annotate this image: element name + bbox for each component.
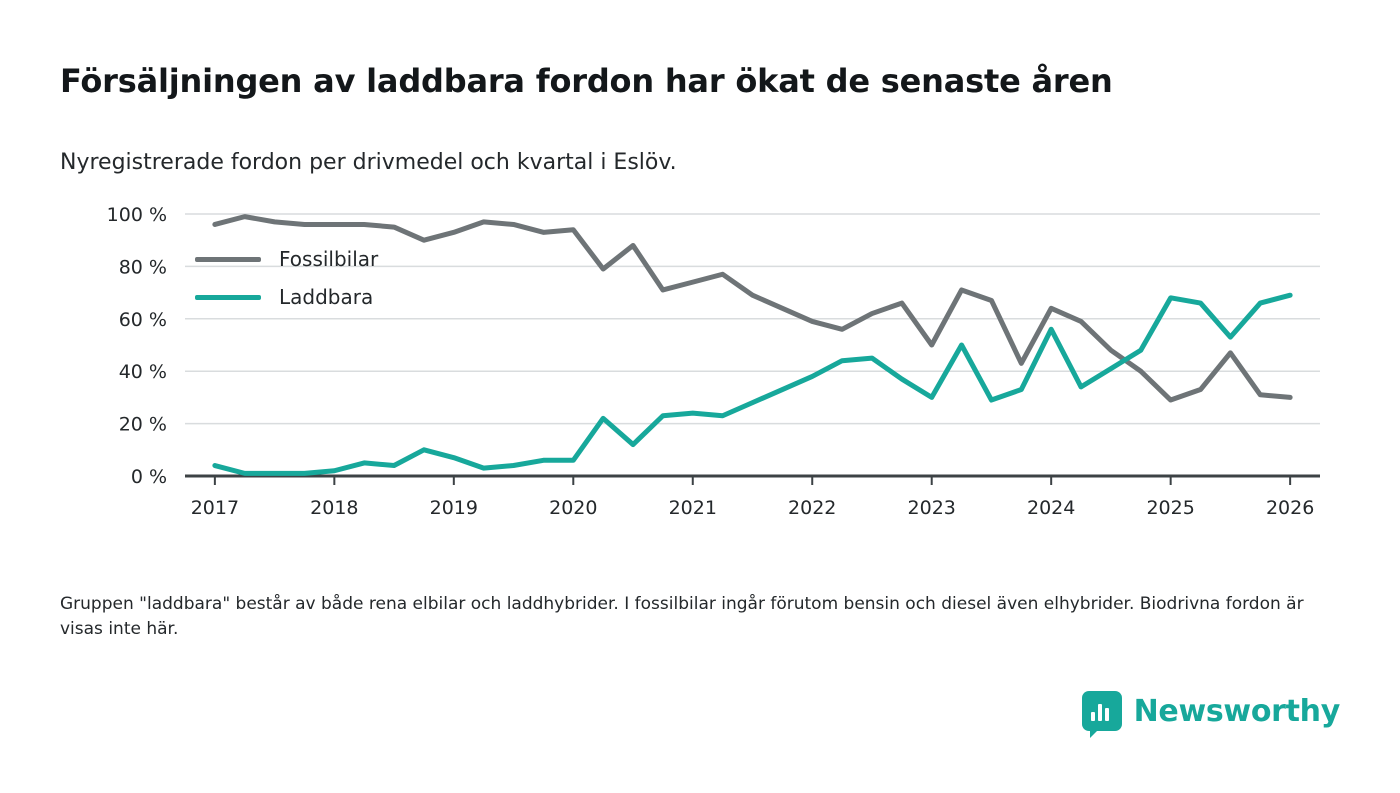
bar-chart-icon-bars (1091, 701, 1109, 721)
page-title: Försäljningen av laddbara fordon har ökat de senaste åren (60, 62, 1113, 100)
legend-item-fossilbilar (195, 240, 378, 278)
page-subtitle: Nyregistrerade fordon per drivmedel och kvartal i Eslöv. (60, 150, 677, 175)
legend-swatch-fossilbilar (195, 257, 261, 262)
bar-chart-icon (1082, 691, 1122, 731)
y-tick-label: 20 % (118, 413, 167, 436)
y-tick-label: 80 % (118, 256, 167, 279)
x-tick-label: 2026 (1265, 497, 1315, 519)
x-tick-label: 2025 (1146, 497, 1195, 519)
brand-name: Newsworthy (1133, 693, 1340, 729)
y-tick-label: 100 % (106, 204, 167, 226)
chart-legend (195, 240, 378, 316)
legend-label-fossilbilar: Fossilbilar (279, 247, 379, 271)
x-tick-label: 2017 (190, 497, 240, 519)
x-tick-label: 2018 (310, 497, 359, 519)
brand-logo (1082, 691, 1340, 731)
series-line-laddbara (215, 295, 1290, 473)
x-tick-label: 2023 (907, 497, 956, 519)
legend-swatch-laddbara (195, 295, 261, 300)
x-tick-label: 2022 (788, 497, 837, 519)
x-tick-label: 2021 (668, 497, 717, 519)
y-tick-label: 60 % (118, 308, 167, 331)
x-tick-label: 2020 (549, 497, 598, 519)
y-tick-label: 40 % (118, 361, 167, 384)
legend-label-laddbara: Laddbara (279, 285, 374, 309)
x-tick-label: 2019 (429, 497, 478, 519)
x-tick-label: 2024 (1027, 497, 1076, 519)
chart-footnote: Gruppen "laddbara" består av både rena elbilar och laddhybrider. I fossilbilar ingår förutom bensin och diesel även elhybrider. Biodrivna fordon är visas inte här. (60, 594, 1304, 639)
y-tick-label: 0 % (130, 466, 167, 488)
legend-item-laddbara (195, 278, 378, 316)
